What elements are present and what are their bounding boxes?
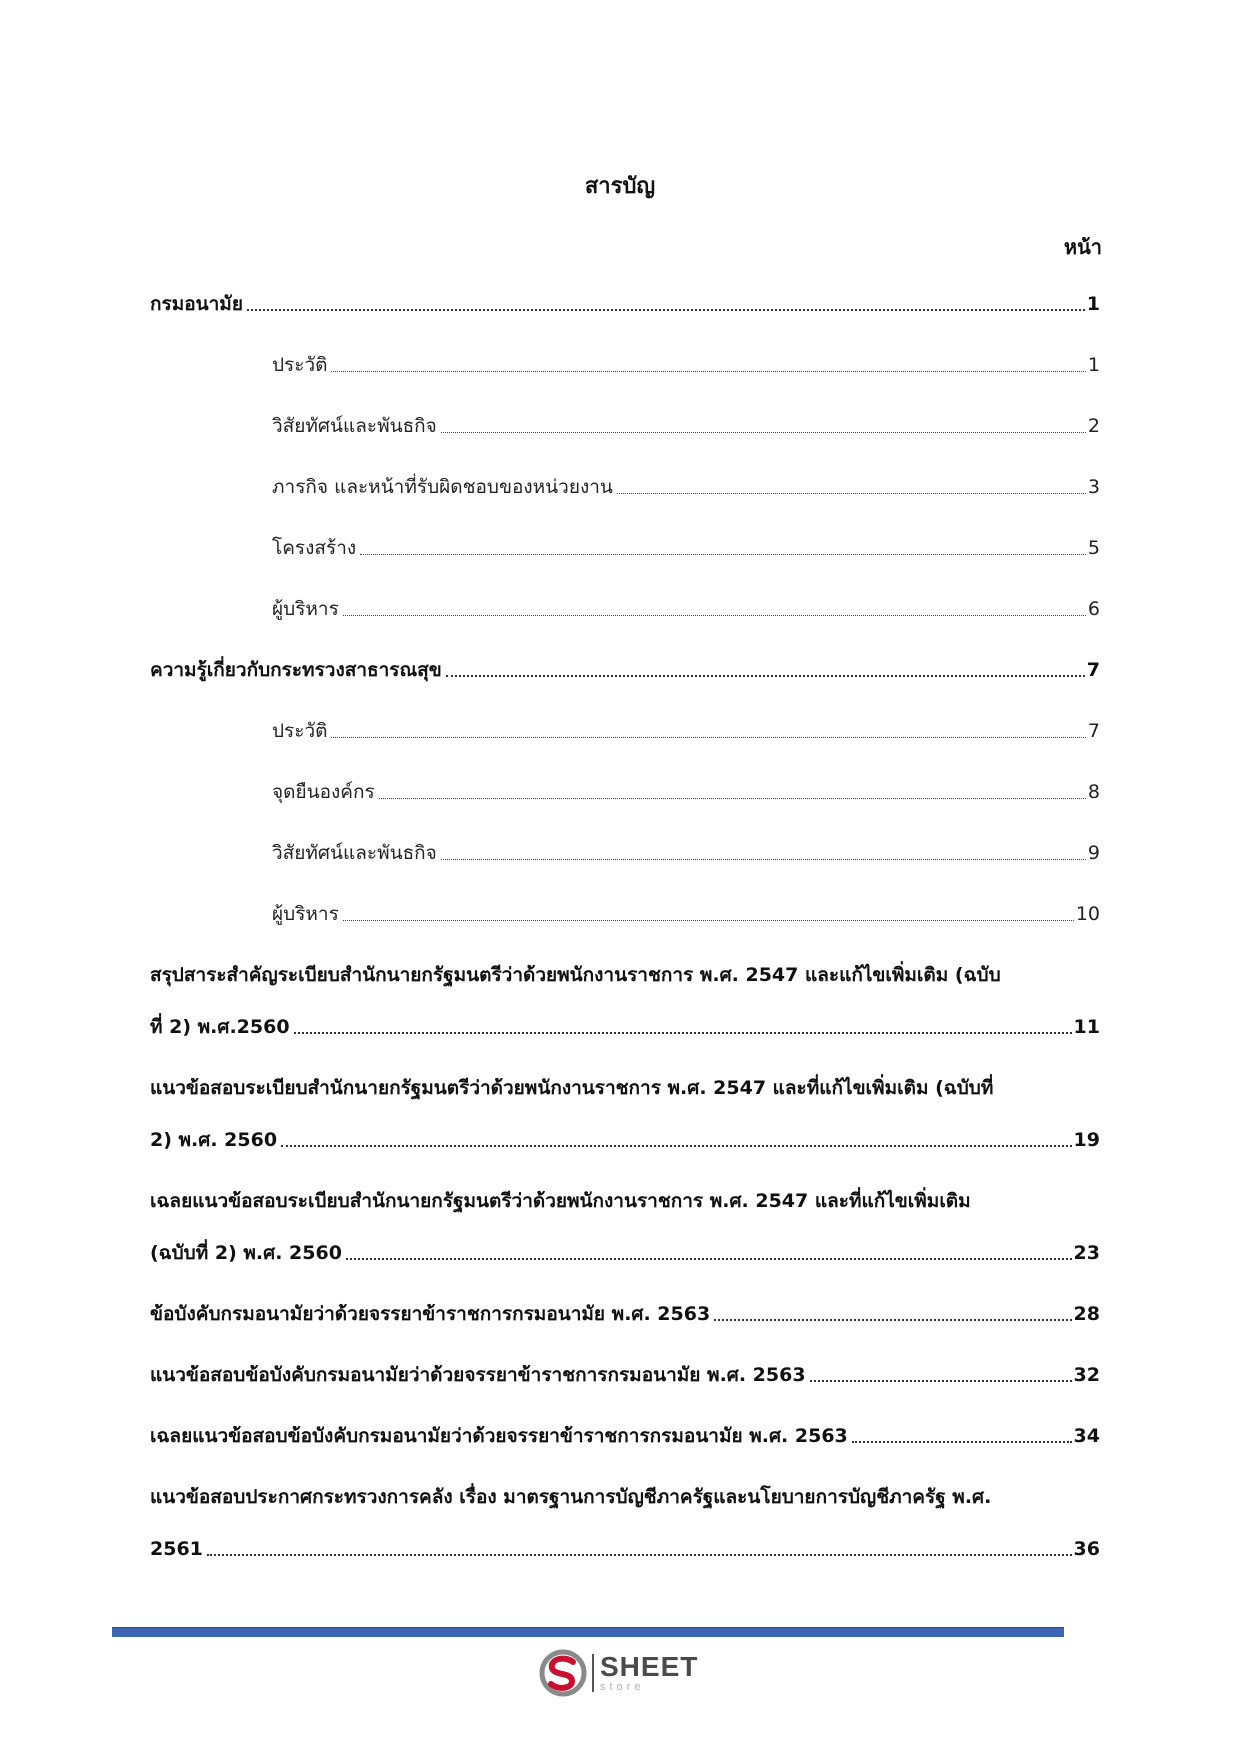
toc-entry-title-continued: ที่ 2) พ.ศ.2560 bbox=[150, 1016, 290, 1038]
toc-entry-title: ผู้บริหาร bbox=[272, 598, 339, 620]
toc-entry-title: วิสัยทัศน์และพันธกิจ bbox=[272, 415, 437, 437]
toc-subentry[interactable] bbox=[150, 716, 1100, 746]
toc-page-number: 10 bbox=[1075, 903, 1100, 925]
toc-page-number: 19 bbox=[1073, 1129, 1100, 1151]
toc-page-number: 2 bbox=[1087, 415, 1100, 437]
toc-entry-title: วิสัยทัศน์และพันธกิจ bbox=[272, 842, 437, 864]
toc-page-number: 1 bbox=[1086, 293, 1100, 315]
toc-entry[interactable] bbox=[150, 289, 1100, 319]
logo-subword: store bbox=[600, 1681, 645, 1693]
toc-entry-title: แนวข้อสอบประกาศกระทรวงการคลัง เรื่อง มาตรฐานการบัญชีภาครัฐและนโยบายการบัญชีภาครัฐ พ.ศ. bbox=[150, 1486, 992, 1508]
toc-subentry[interactable] bbox=[150, 899, 1100, 929]
toc-entry-title-continued: 2561 bbox=[150, 1538, 203, 1560]
dot-leader bbox=[343, 614, 1086, 616]
toc-subentry[interactable] bbox=[150, 777, 1100, 807]
dot-leader bbox=[714, 1318, 1071, 1321]
dot-leader bbox=[810, 1379, 1072, 1382]
toc-entry-title: กรมอนามัย bbox=[150, 293, 243, 315]
toc-entry-title: จุดยืนองค์กร bbox=[272, 781, 375, 803]
logo-wordmark bbox=[600, 1653, 698, 1693]
sheet-store-logo-icon bbox=[538, 1648, 588, 1698]
dot-leader bbox=[617, 492, 1086, 494]
page-title: สารบัญ bbox=[584, 174, 656, 199]
toc-subentry[interactable] bbox=[150, 350, 1100, 380]
dot-leader bbox=[247, 308, 1085, 311]
toc-page-number: 9 bbox=[1087, 842, 1100, 864]
dot-leader bbox=[852, 1440, 1072, 1443]
toc-entry-title: ความรู้เกี่ยวกับกระทรวงสาธารณสุข bbox=[150, 659, 442, 681]
logo-separator bbox=[592, 1654, 594, 1692]
toc-page-number: 32 bbox=[1073, 1364, 1100, 1386]
dot-leader bbox=[346, 1257, 1072, 1260]
footer-divider-bar bbox=[112, 1627, 1064, 1637]
toc-entry-title: ประวัติ bbox=[272, 354, 328, 376]
toc-page-number: 1 bbox=[1087, 354, 1100, 376]
toc-page-number: 11 bbox=[1073, 1016, 1100, 1038]
dot-leader bbox=[379, 797, 1086, 799]
dot-leader bbox=[343, 919, 1074, 921]
toc-subentry[interactable] bbox=[150, 838, 1100, 868]
toc-entry[interactable] bbox=[150, 960, 1100, 1042]
toc-page-number: 23 bbox=[1073, 1242, 1100, 1264]
dot-leader bbox=[294, 1031, 1072, 1034]
toc-page-number: 7 bbox=[1087, 720, 1100, 742]
dot-leader bbox=[446, 674, 1085, 677]
toc-subentry[interactable] bbox=[150, 411, 1100, 441]
table-of-contents bbox=[150, 289, 1100, 1595]
toc-page-number: 34 bbox=[1073, 1425, 1100, 1447]
toc-page-number: 36 bbox=[1073, 1538, 1100, 1560]
toc-page-number: 7 bbox=[1086, 659, 1100, 681]
dot-leader bbox=[441, 431, 1086, 433]
toc-subentry[interactable] bbox=[150, 472, 1100, 502]
toc-entry[interactable] bbox=[150, 1299, 1100, 1329]
toc-entry-title: แนวข้อสอบระเบียบสำนักนายกรัฐมนตรีว่าด้วยพนักงานราชการ พ.ศ. 2547 และที่แก้ไขเพิ่มเติม (ฉบับที่ bbox=[150, 1077, 994, 1099]
toc-page-number: 8 bbox=[1087, 781, 1100, 803]
toc-entry-title: ข้อบังคับกรมอนามัยว่าด้วยจรรยาข้าราชการกรมอนามัย พ.ศ. 2563 bbox=[150, 1303, 711, 1325]
toc-entry[interactable] bbox=[150, 1421, 1100, 1451]
toc-page-number: 3 bbox=[1087, 476, 1100, 498]
toc-entry[interactable] bbox=[150, 655, 1100, 685]
toc-entry-title: เฉลยแนวข้อสอบข้อบังคับกรมอนามัยว่าด้วยจรรยาข้าราชการกรมอนามัย พ.ศ. 2563 bbox=[150, 1425, 848, 1447]
dot-leader bbox=[441, 858, 1086, 860]
toc-page-number: 6 bbox=[1087, 598, 1100, 620]
toc-entry-title-continued: 2) พ.ศ. 2560 bbox=[150, 1129, 278, 1151]
toc-entry-title: แนวข้อสอบข้อบังคับกรมอนามัยว่าด้วยจรรยาข้าราชการกรมอนามัย พ.ศ. 2563 bbox=[150, 1364, 806, 1386]
toc-entry-title: ประวัติ bbox=[272, 720, 328, 742]
page-column-label: หน้า bbox=[1063, 235, 1102, 259]
toc-page-number: 28 bbox=[1073, 1303, 1100, 1325]
toc-entry[interactable] bbox=[150, 1360, 1100, 1390]
toc-subentry[interactable] bbox=[150, 594, 1100, 624]
toc-entry-title: เฉลยแนวข้อสอบระเบียบสำนักนายกรัฐมนตรีว่าด้วยพนักงานราชการ พ.ศ. 2547 และที่แก้ไขเพิ่มเติม bbox=[150, 1190, 971, 1212]
dot-leader bbox=[331, 736, 1085, 738]
dot-leader bbox=[281, 1144, 1072, 1147]
sheet-store-logo bbox=[538, 1648, 698, 1698]
toc-entry[interactable] bbox=[150, 1073, 1100, 1155]
dot-leader bbox=[331, 370, 1085, 372]
toc-entry[interactable] bbox=[150, 1186, 1100, 1268]
toc-subentry[interactable] bbox=[150, 533, 1100, 563]
toc-page-number: 5 bbox=[1087, 537, 1100, 559]
dot-leader bbox=[207, 1553, 1072, 1556]
toc-entry-title: ภารกิจ และหน้าที่รับผิดชอบของหน่วยงาน bbox=[272, 476, 613, 498]
toc-entry-title-continued: (ฉบับที่ 2) พ.ศ. 2560 bbox=[150, 1242, 342, 1264]
toc-entry-title: โครงสร้าง bbox=[272, 537, 357, 559]
toc-entry-title: ผู้บริหาร bbox=[272, 903, 339, 925]
toc-entry-title: สรุปสาระสำคัญระเบียบสำนักนายกรัฐมนตรีว่าด้วยพนักงานราชการ พ.ศ. 2547 และแก้ไขเพิ่มเติม (ฉบับ bbox=[150, 964, 1001, 986]
logo-word: SHEET bbox=[600, 1651, 699, 1682]
toc-entry[interactable] bbox=[150, 1482, 1100, 1564]
dot-leader bbox=[360, 553, 1086, 555]
